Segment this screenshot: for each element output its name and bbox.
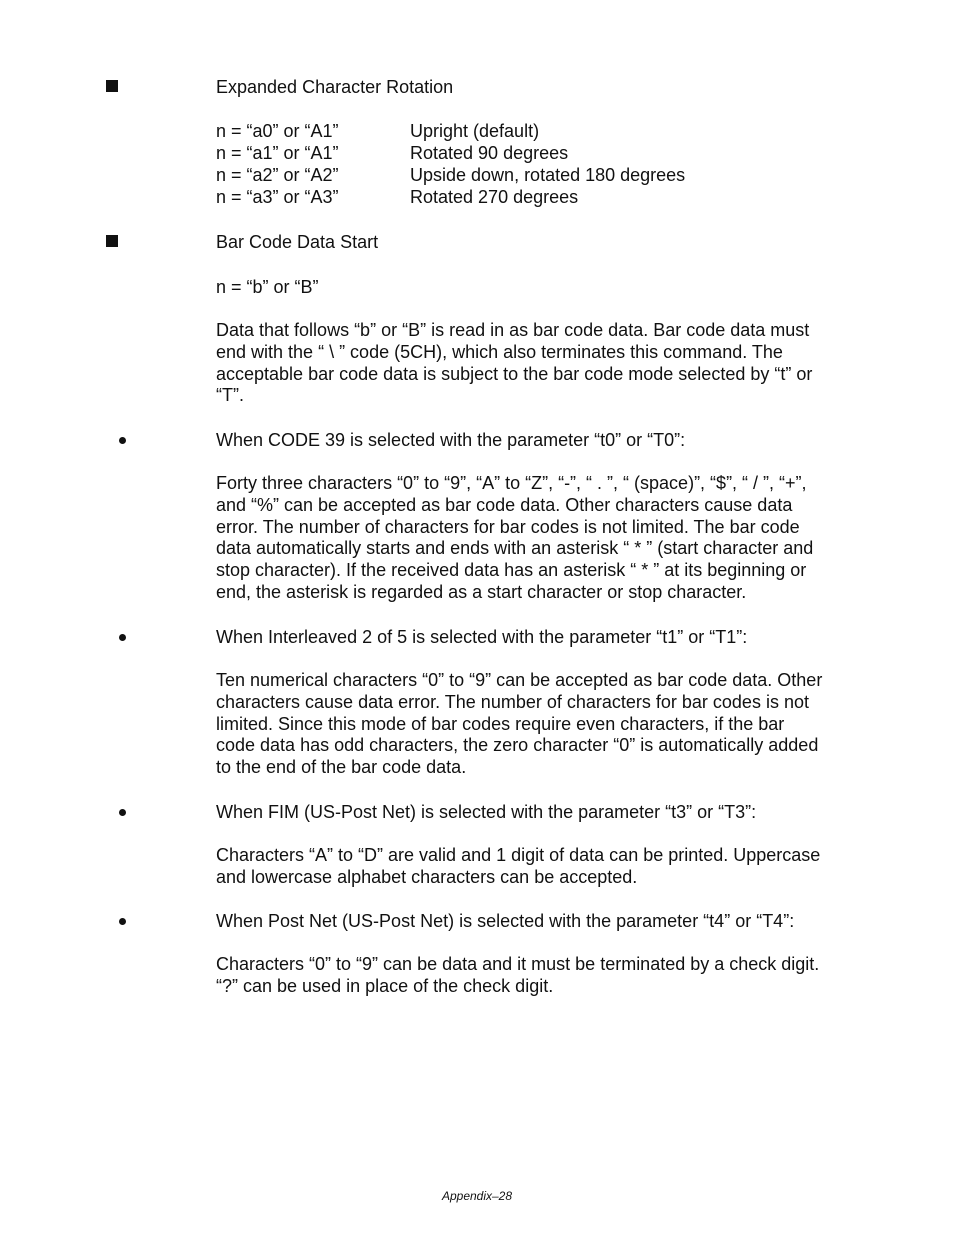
- rotation-desc-3: Rotated 270 degrees: [410, 187, 579, 207]
- page-number-footer: Appendix–28: [441, 1189, 513, 1203]
- section-heading-rotation: Expanded Character Rotation: [216, 77, 454, 97]
- barcode-start-paragraph: [216, 320, 856, 407]
- paragraph-line: and “%” can be accepted as bar code data. Other characters cause data: [216, 494, 793, 515]
- paragraph-line: error. The number of characters for bar codes is not limited. The bar code: [216, 516, 800, 537]
- bullet-heading-interleaved: When Interleaved 2 of 5 is selected with the parameter “t1” or “T1”:: [216, 627, 748, 647]
- square-bullet-icon: [106, 80, 118, 92]
- paragraph-line: Ten numerical characters “0” to “9” can be accepted as bar code data. Other: [216, 670, 823, 690]
- paragraph-line: “?” can be used in place of the check digit.: [216, 975, 554, 996]
- rotation-param-0: n = “a0” or “A1”: [216, 121, 339, 141]
- code39-paragraph: [216, 473, 856, 604]
- bullet-heading-code39: When CODE 39 is selected with the parameter “t0” or “T0”:: [216, 430, 686, 450]
- paragraph-line: stop character). If the received data has an asterisk “ * ” at its beginning or: [216, 560, 807, 581]
- paragraph-line: acceptable bar code data is subject to the bar code mode selected by “t” or: [216, 363, 813, 384]
- paragraph-line: data automatically starts and ends with an asterisk “ * ” (start character and: [216, 538, 814, 559]
- rotation-param-1: n = “a1” or “A1”: [216, 143, 339, 163]
- interleaved-paragraph: [216, 670, 856, 779]
- bullet-dot-icon: [119, 918, 126, 925]
- bullet-heading-postnet: When Post Net (US-Post Net) is selected with the parameter “t4” or “T4”:: [216, 911, 795, 931]
- fim-paragraph: [216, 845, 856, 889]
- barcode-start-param: n = “b” or “B”: [216, 277, 319, 297]
- postnet-paragraph: [216, 954, 856, 998]
- rotation-desc-0: Upright (default): [410, 121, 540, 141]
- bullet-dot-icon: [119, 437, 126, 444]
- bullet-dot-icon: [119, 634, 126, 641]
- section-heading-barcode-start: Bar Code Data Start: [216, 232, 379, 252]
- rotation-desc-1: Rotated 90 degrees: [410, 143, 569, 163]
- paragraph-line: code data has odd characters, the zero character “0” is automatically added: [216, 735, 819, 756]
- rotation-param-3: n = “a3” or “A3”: [216, 187, 339, 207]
- rotation-desc-2: Upside down, rotated 180 degrees: [410, 165, 686, 185]
- paragraph-line: Forty three characters “0” to “9”, “A” to “Z”, “-”, “ . ”, “ (space)”, “$”, “ / ”, “+”,: [216, 473, 807, 493]
- paragraph-line: characters cause data error. The number of characters for bar codes is not: [216, 691, 809, 712]
- paragraph-line: “T”.: [216, 385, 244, 406]
- paragraph-line: limited. Since this mode of bar codes require even characters, if the bar: [216, 713, 785, 734]
- bullet-dot-icon: [119, 809, 126, 816]
- paragraph-line: Characters “0” to “9” can be data and it must be terminated by a check digit.: [216, 954, 820, 974]
- paragraph-line: to the end of the bar code data.: [216, 757, 467, 778]
- square-bullet-icon: [106, 235, 118, 247]
- paragraph-line: Characters “A” to “D” are valid and 1 digit of data can be printed. Uppercase: [216, 845, 821, 865]
- paragraph-line: and lowercase alphabet characters can be accepted.: [216, 866, 638, 887]
- paragraph-line: Data that follows “b” or “B” is read in as bar code data. Bar code data must: [216, 320, 810, 340]
- paragraph-line: end with the “ \ ” code (5CH), which also terminates this command. The: [216, 341, 783, 362]
- paragraph-line: end, the asterisk is regarded as a start character or stop character.: [216, 581, 747, 602]
- rotation-param-2: n = “a2” or “A2”: [216, 165, 339, 185]
- bullet-heading-fim: When FIM (US-Post Net) is selected with the parameter “t3” or “T3”:: [216, 802, 757, 822]
